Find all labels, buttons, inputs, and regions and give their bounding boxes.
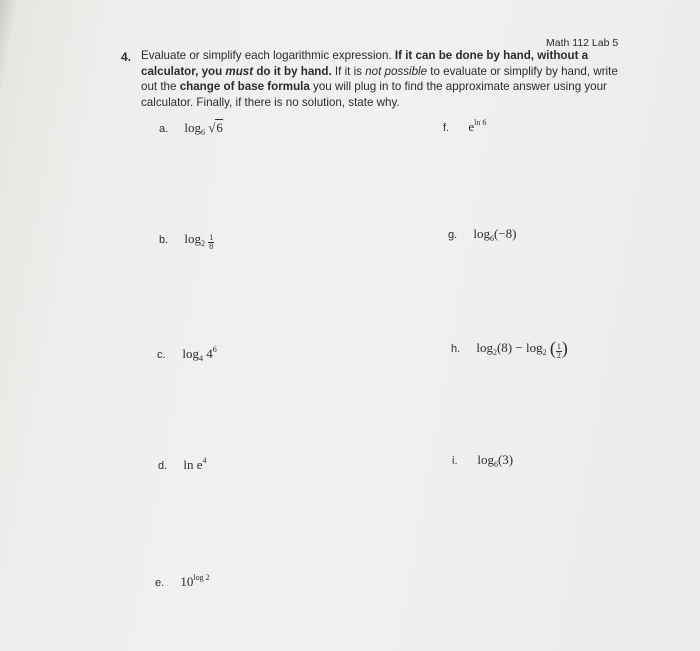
item-g [448, 226, 516, 243]
instr-part-2: If it can be done by hand, without a calculator, you [141, 49, 589, 78]
item-f-expression: $e^{ln 6}$ [468, 118, 487, 134]
item-e [155, 573, 210, 590]
item-a-expression: $\log_6 √6$ [184, 120, 223, 137]
item-a-label: a. [159, 123, 169, 135]
item-g-expression: $\log_6(-8)$ [473, 226, 517, 243]
item-g-label: g. [448, 229, 458, 241]
item-c-expression: $\log_4 4^6$ [182, 345, 217, 363]
item-a [159, 120, 223, 137]
course-header: Math 112 Lab 5 [546, 37, 619, 49]
item-i-expression: $\log_6(3)$ [477, 452, 514, 469]
instr-part-3: must [225, 64, 254, 78]
item-f-label: f. [443, 122, 450, 134]
item-f [443, 118, 486, 135]
item-d-label: d. [158, 460, 168, 472]
item-h [451, 338, 568, 360]
item-e-expression: $10^{log 2}$ [180, 573, 210, 589]
item-d-expression: $\ln e^4$ [183, 456, 207, 472]
item-c [157, 345, 217, 363]
instr-part-5: If it is [331, 64, 366, 78]
instr-part-8: change of base formula [179, 80, 310, 94]
question-instructions [141, 48, 621, 110]
instr-part-9: you will plug in to find the approximate answer using your calculator. Finally, if there is no solution, state why. [141, 80, 607, 109]
item-b [159, 231, 214, 251]
item-e-label: e. [155, 577, 165, 589]
item-i [452, 452, 513, 469]
instr-part-6: not possible [365, 64, 428, 78]
instr-part-7: to evaluate or simplify by hand, write out the [141, 64, 618, 94]
item-d [158, 456, 207, 473]
item-b-label: b. [159, 234, 169, 246]
item-b-expression: $\log_2$ $\frac{1}{8}$ [184, 231, 214, 251]
item-i-label: i. [452, 455, 458, 467]
item-h-expression: $\log_2(8) - \log_2$ ( $\frac{1}{2}$ ) [476, 338, 568, 360]
instr-part-4: do it by hand. [253, 64, 332, 78]
item-h-label: h. [451, 343, 461, 355]
instr-part-1: Evaluate or simplify each logarithmic expression. [141, 49, 395, 62]
question-number: 4. [121, 50, 132, 64]
item-c-label: c. [157, 349, 166, 361]
